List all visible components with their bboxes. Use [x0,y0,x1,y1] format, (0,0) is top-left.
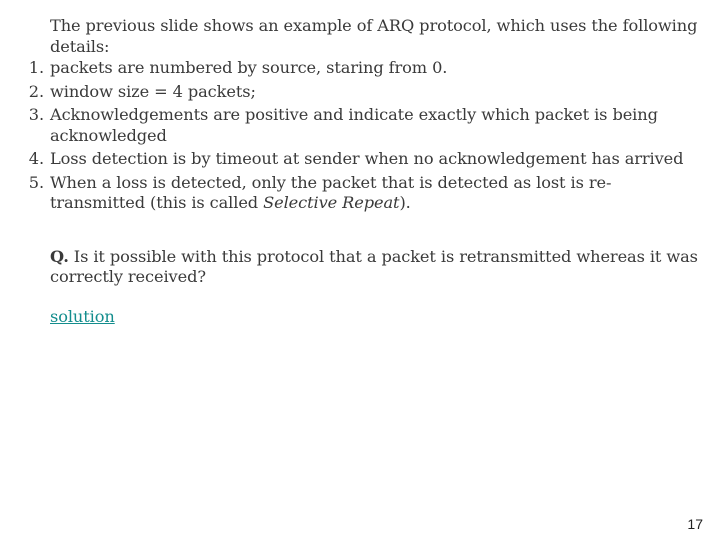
list-text: packets are numbered by source, staring from 0. [50,58,448,77]
list-item [28,172,700,214]
list-number: 4. [28,149,44,168]
question-paragraph [50,247,700,288]
question-label: Q. [50,246,69,266]
list-text-italic: Selective Repeat [263,193,400,212]
list-text: Loss detection is by timeout at sender when no acknowledgement has arrived [50,149,684,168]
list-item [28,149,700,170]
list-text: Acknowledgements are positive and indicate exactly which packet is being acknowledged [50,105,658,145]
list-text: window size = 4 packets; [50,81,256,101]
list-number: 2. [28,81,44,101]
list-number: 3. [28,105,44,124]
slide-content [28,16,700,327]
list-text-before: When a loss is detected, only the packet that is detected as lost is re-transmitted (this is called [50,172,612,212]
list-number: 1. [28,58,44,77]
page-number: 17 [687,516,703,532]
solution-link[interactable]: solution [50,306,115,326]
intro-paragraph: The previous slide shows an example of ARQ protocol, which uses the following details: [50,16,698,56]
list-item [28,58,700,79]
list-item [28,81,700,103]
list-text-after: ). [399,193,411,212]
details-list [28,58,700,214]
question-text: Is it possible with this protocol that a packet is retransmitted whereas it was correctly received? [50,246,698,286]
list-item [28,105,700,146]
list-number: 5. [28,172,44,192]
